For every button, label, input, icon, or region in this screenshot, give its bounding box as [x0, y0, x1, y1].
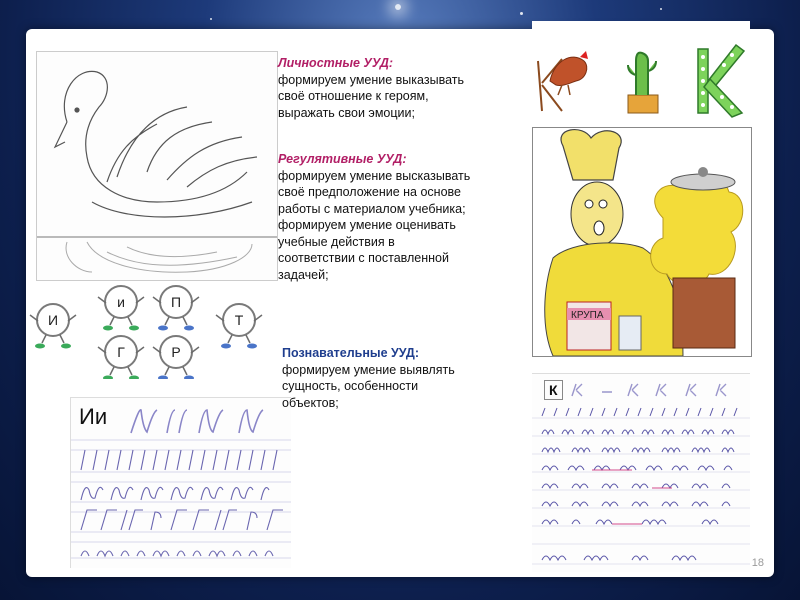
swan-illustration: [36, 51, 278, 281]
cognitive-uud-block: [282, 345, 522, 411]
regulative-uud-block: [278, 151, 528, 283]
cognitive-uud-heading: Познавательные УУД:: [282, 346, 419, 360]
sparkle: [520, 12, 523, 15]
sparkle: [660, 8, 662, 10]
cognitive-uud-line: формируем умение выявлять: [282, 362, 455, 377]
letter-figure: П: [159, 285, 193, 319]
copybook-right: [532, 373, 750, 572]
letter-figure: Р: [159, 335, 193, 369]
letter-figures-limbs: [26, 279, 276, 379]
personal-uud-line: своё отношение к героям,: [278, 89, 429, 103]
personal-uud-line: формируем умение выказывать: [278, 72, 464, 87]
regulative-uud-line: формируем умение высказывать: [278, 168, 471, 183]
cognitive-uud-line: объектов;: [282, 395, 339, 410]
regulative-uud-line: задачей;: [278, 267, 329, 282]
letter-figure: Г: [104, 335, 138, 369]
crupa-label: КРУПА: [571, 310, 604, 321]
regulative-uud-line: учебные действия в: [278, 234, 395, 249]
personal-uud-heading: Личностные УУД:: [278, 56, 394, 70]
letter-figure: и: [104, 285, 138, 319]
slide: [26, 29, 774, 577]
slide-number: 18: [751, 557, 764, 569]
sparkle: [210, 18, 212, 20]
regulative-uud-line: соответствии с поставленной: [278, 251, 449, 265]
regulative-uud-line: своё предположение на основе: [278, 185, 461, 199]
letter-k-images: [532, 21, 750, 121]
copybook-right-header: К: [544, 380, 563, 400]
letter-figure: И: [36, 303, 70, 337]
letter-figure: Т: [222, 303, 256, 337]
regulative-uud-heading: Регулятивные УУД:: [278, 152, 407, 166]
regulative-uud-line: работы с материалом учебника;: [278, 201, 466, 216]
sparkle: [395, 4, 401, 10]
cognitive-uud-line: сущность, особенности: [282, 379, 419, 393]
cook-illustration: [532, 127, 752, 357]
copybook-left-header: Ии: [79, 404, 108, 429]
copybook-left: [70, 397, 291, 568]
regulative-uud-line: формируем умение оценивать: [278, 218, 456, 232]
personal-uud-block: [278, 55, 528, 121]
personal-uud-line: выражать свои эмоции;: [278, 105, 415, 120]
